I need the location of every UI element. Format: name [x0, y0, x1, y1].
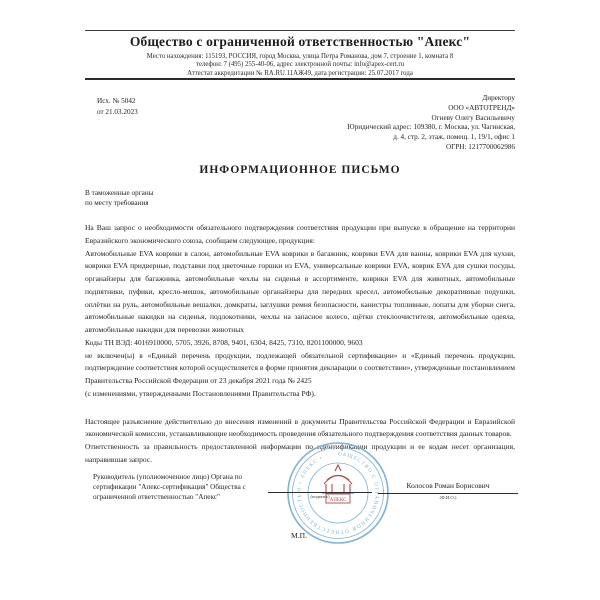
signatory-name: Колосов Роман Борисович [406, 481, 490, 490]
addressee-note-line: В таможенные органы [85, 189, 154, 197]
body-paragraph-validity: Настоящее разъяснение действительно до внесения изменений в документы Правительства Российской Федерации и Евразийской экономической комиссии, устанавливающие необходимость проведения обязательного подтверждения соответствия данных товаров. [85, 416, 515, 439]
body-paragraph-amendments: (с изменениями, утвержденными Постановлениями Правительства РФ). [85, 388, 316, 398]
body-paragraph-hs-codes: Коды ТН ВЭД: 4016910000, 5705, 3926, 8708, 9401, 6304, 8425, 7310, 8201100000, 9603 [85, 337, 363, 347]
addressee-note-line: по месту требования [85, 198, 149, 207]
outgoing-reference-block [97, 96, 138, 117]
name-line [378, 493, 518, 494]
stamp-center-text: АПЕКС [329, 498, 347, 503]
body-paragraph-responsibility: Ответственность за правильность предоставленной информации по идентификации продукции и ее кодам несет организация, направившая запрос. [85, 442, 515, 464]
recipient-line: Директору [482, 94, 515, 102]
letterhead-top-rule [85, 30, 515, 31]
outgoing-number: Исх. № 5042 [97, 97, 136, 105]
letter-body [85, 222, 515, 467]
signature-line [268, 492, 372, 493]
letterhead-bottom-rule [85, 78, 515, 80]
recipient-line: д. 4, стр. 2, этаж, помещ. 1, 19/1, офис 1 [393, 133, 515, 142]
letterhead-phone-email-line: телефон: 7 (495) 255-40-06, адрес электронной почты: info@apex-cert.ru [195, 61, 405, 69]
document-title: ИНФОРМАЦИОННОЕ ПИСЬМО [199, 164, 401, 176]
stamp-ring-text: ОБЩЕСТВО С ОГРАНИЧЕННОЙ ОТВЕТСТВЕННОСТЬЮ • АПЕКС • [296, 451, 380, 535]
letterhead-address-line: Место нахождения: 115193, РОССИЯ, город Москва, улица Петра Романова, дом 7, строение 1, комната 8 [146, 53, 454, 60]
name-caption: (Ф.И.О.) [439, 495, 457, 500]
body-paragraph-not-included: не включен(ы) в «Единый перечень продукции, подлежащей обязательной сертификации» и «Единый перечень продукции, подтверждение соответствия которой осуществляется в форме принятия декларации о соответствии», утвержденные постановлением Правительства Российской Федерации от 23 декабря 2021 года № 2425 [85, 350, 515, 385]
signature-caption: (подпись) [310, 494, 330, 499]
company-seal-stamp [286, 441, 390, 545]
letterhead-accreditation-line: Аттестат аккредитации № RA.RU.11АЖ49, дата регистрации: 25.07.2017 года [187, 69, 413, 77]
signatory-position: Руководитель (уполномоченное лицо) Органа по сертификации "Апекс-сертификация" Общества с ограниченной ответственностью "Апекс" [93, 473, 246, 501]
recipient-line: Юридический адрес: 109380, г. Москва, ул. Чагинская, [347, 123, 515, 132]
recipient-block [347, 94, 515, 153]
seal-place-marker: М.П. [291, 531, 308, 540]
recipient-line: ООО «АВТОТРЕНД» [448, 103, 515, 112]
addressee-note [85, 189, 154, 209]
outgoing-date: от 21.03.2023 [97, 107, 138, 116]
body-paragraph-intro: На Ваш запрос о необходимости обязательного подтверждения соответствия продукции при выпуске в обращение на территории Евразийского экономического союза, сообщаем следующее, продукция: [85, 223, 515, 245]
recipient-line: Огневу Олегу Васильевичу [431, 113, 515, 122]
recipient-line: ОГРН: 1217700062986 [445, 142, 515, 151]
body-paragraph-products: Автомобильные EVA коврики в салон, автомобильные EVA коврики в багажник, коврики EVA для ванны, коврики EVA для кухни, коврики EVA придверные, подставки под цветочные горшки из EVA, универсальные коврики EVA, коврик EVA для сушки посуды, органайзеры для багажника, автомобильные чехлы на сиденья в ассортименте, коврики EVA для животных, автомобильные подпятники, пуфики, кресло-мешок, автомобильные органайзеры для передних кресел, автомобильные декоративные подушки, оплётки на руль, автомобильные вешалки, домкраты, заглушки ремня безопасности, канистры топливные, лопаты для уборки снега, автомобильные накидки на сиденья, подлокотники, чехлы на запасное колесо, щётки стеклоочистителя, автомобильные одеяла, автомобильные накидки для перевозки животных [85, 248, 515, 334]
company-name: Общество с ограниченной ответственностью "Апекс" [129, 34, 471, 49]
letterhead-contact-block [0, 53, 600, 78]
